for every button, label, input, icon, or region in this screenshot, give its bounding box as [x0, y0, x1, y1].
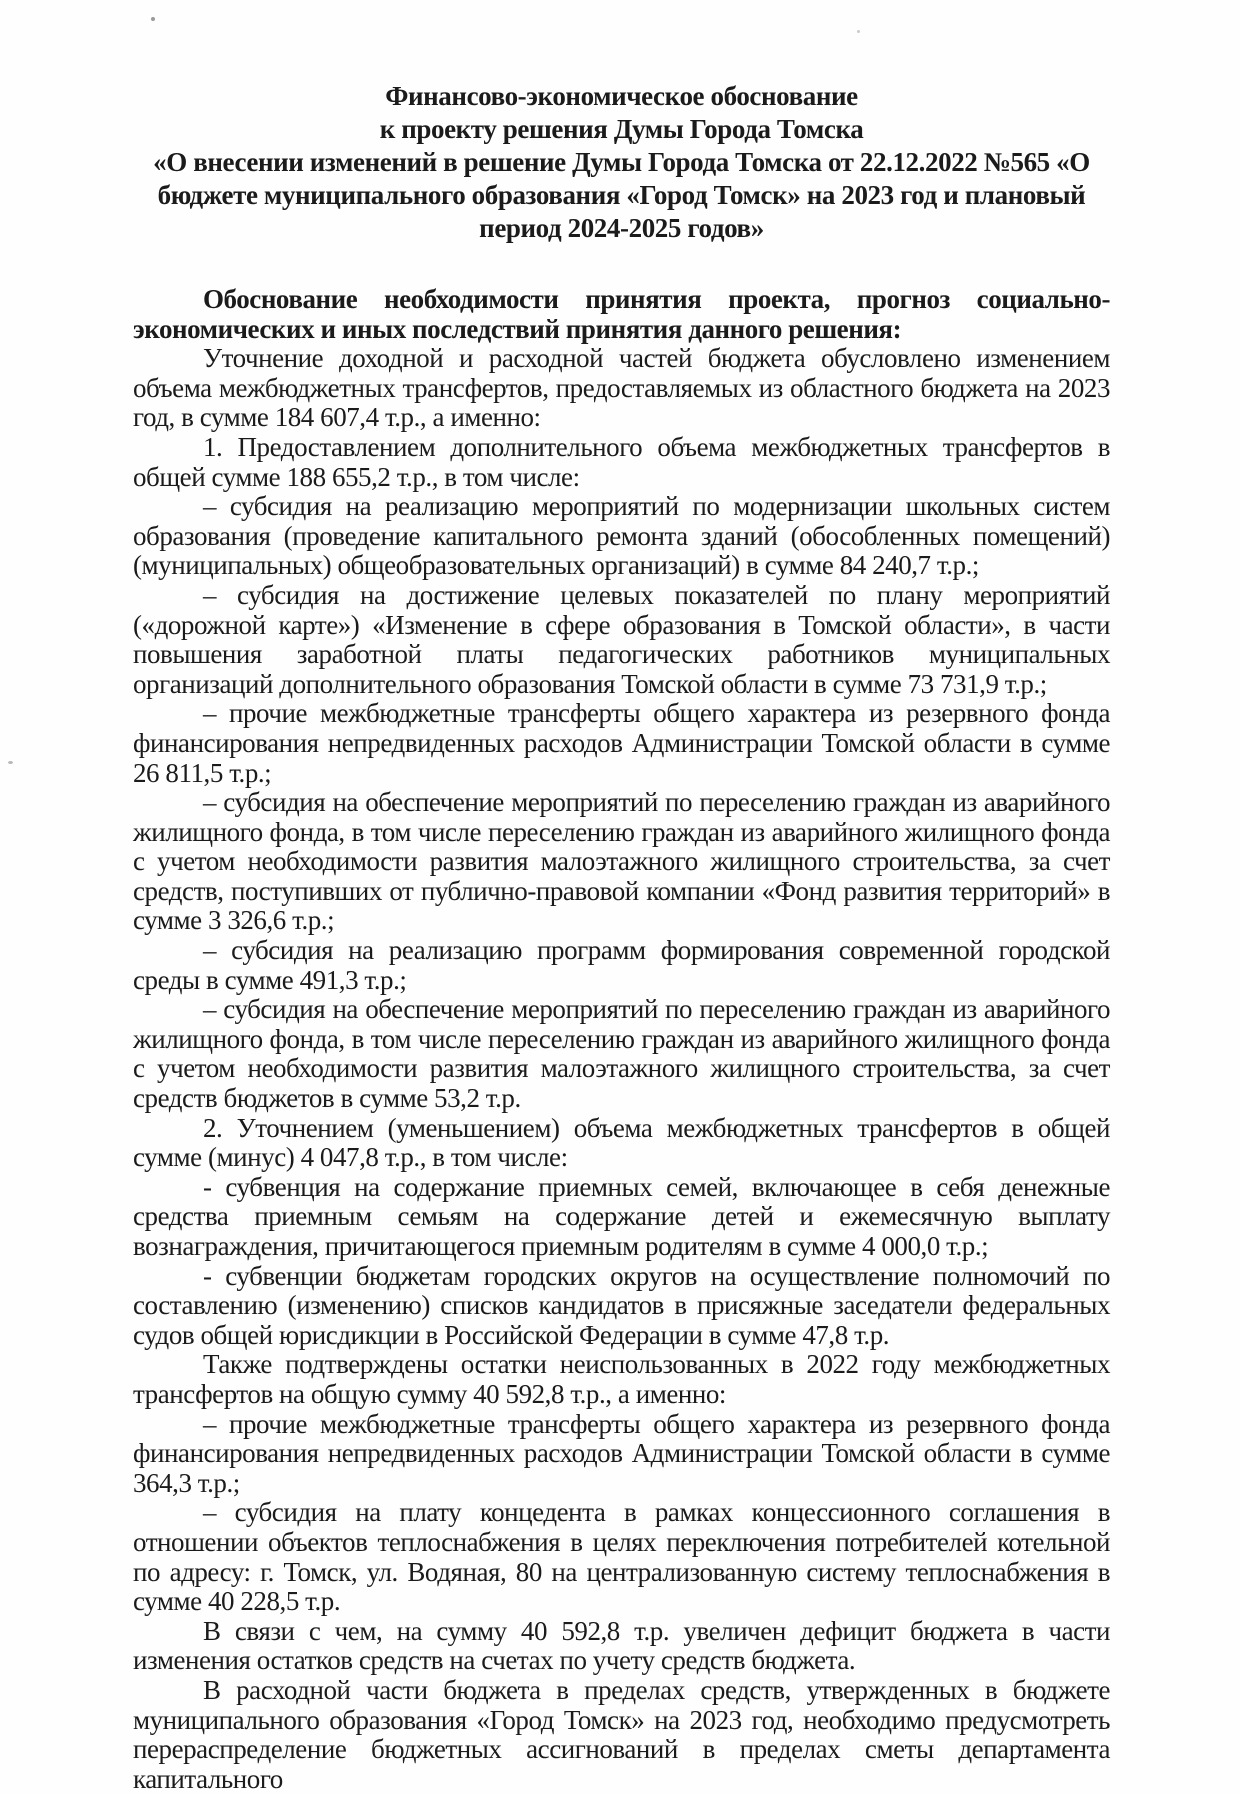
document-page [133, 0, 1110, 1794]
paragraph-15: В связи с чем, на сумму 40 592,8 т.р. увеличен дефицит бюджета в части изменения остатков средств на счетах по учету средств бюджета. [133, 1615, 1110, 1676]
paragraph-04: – субсидия на достижение целевых показателей по плану мероприятий («дорожной карте») «Изменение в сфере образования в Томской области», в части повышения заработной платы педагогических работников муниципальных организаций дополнительного образования Томской области в сумме 73 731,9 т.р.; [133, 579, 1110, 699]
title-line: к проекту решения Думы Города Томска [379, 114, 864, 144]
paragraph-10: - субвенция на содержание приемных семей, включающее в себя денежные средства приемным семьям на содержание детей и ежемесячную выплату вознаграждения, причитающегося приемным родителям в сумме 4 000,0 т.р.; [133, 1171, 1110, 1261]
paragraph-06: – субсидия на обеспечение мероприятий по переселению граждан из аварийного жилищного фонда, в том числе переселению граждан из аварийного жилищного фонда с учетом необходимости развития малоэтажного жилищного строительства, за счет средств, поступивших от публично-правовой компании «Фонд развития территорий» в сумме 3 326,6 т.р.; [133, 787, 1110, 936]
document-title [133, 80, 1110, 245]
paragraph-14: – субсидия на плату концедента в рамках концессионного соглашения в отношении объектов теплоснабжения в целях переключения потребителей котельной по адресу: г. Томск, ул. Водяная, 80 на централизованную систему теплоснабжения в сумме 40 228,5 т.р. [133, 1497, 1110, 1617]
paragraph-08: – субсидия на обеспечение мероприятий по переселению граждан из аварийного жилищного фонда, в том числе переселению граждан из аварийного жилищного фонда с учетом необходимости развития малоэтажного жилищного строительства, за счет средств бюджетов в сумме 53,2 т.р. [133, 994, 1110, 1114]
scan-speckle [151, 17, 155, 21]
paragraph-16: В расходной части бюджета в пределах средств, утвержденных в бюджете муниципального образования «Город Томск» на 2023 год, необходимо предусмотреть перераспределение бюджетных ассигнований в пределах сметы департамента капитального [133, 1674, 1110, 1794]
paragraph-01: Уточнение доходной и расходной частей бюджета обусловлено изменением объема межбюджетных трансфертов, предоставляемых из областного бюджета на 2023 год, в сумме 184 607,4 т.р., а именно: [133, 343, 1110, 433]
scan-speckle [8, 761, 13, 764]
paragraph-07: – субсидия на реализацию программ формирования современной городской среды в сумме 491,3 т.р.; [133, 935, 1110, 995]
paragraph-09: 2. Уточнением (уменьшением) объема межбюджетных трансфертов в общей сумме (минус) 4 047,8 т.р., в том числе: [133, 1112, 1110, 1173]
paragraph-11: - субвенции бюджетам городских округов на осуществление полномочий по составлению (изменению) списков кандидатов в присяжные заседатели федеральных судов общей юрисдикции в Российской Федерации в сумме 47,8 т.р. [133, 1260, 1110, 1350]
paragraph-12: Также подтверждены остатки неиспользованных в 2022 году межбюджетных трансфертов на общую сумму 40 592,8 т.р., а именно: [133, 1349, 1110, 1409]
paragraph-13: – прочие межбюджетные трансферты общего характера из резервного фонда финансирования непредвиденных расходов Администрации Томской области в сумме 364,3 т.р.; [133, 1408, 1110, 1498]
paragraph-02: 1. Предоставлением дополнительного объема межбюджетных трансфертов в общей сумме 188 655,2 т.р., в том числе: [133, 431, 1110, 492]
paragraph-05: – прочие межбюджетные трансферты общего характера из резервного фонда финансирования непредвиденных расходов Администрации Томской области в сумме 26 811,5 т.р.; [133, 698, 1110, 788]
title-line: Финансово-экономическое обоснование [385, 81, 858, 111]
title-line: «О внесении изменений в решение Думы Города Томска от 22.12.2022 №565 «О бюджете муниципального образования «Город Томск» на 2023 год и плановый период 2024-2025 годов» [153, 147, 1090, 243]
section-heading: Обоснование необходимости принятия проекта, прогноз социально-экономических и иных последствий принятия данного решения: [133, 284, 1110, 344]
paragraph-03: – субсидия на реализацию мероприятий по модернизации школьных систем образования (проведение капитального ремонта зданий (обособленных помещений) (муниципальных) общеобразовательных организаций) в сумме 84 240,7 т.р.; [133, 491, 1110, 581]
scan-speckle [857, 30, 860, 33]
